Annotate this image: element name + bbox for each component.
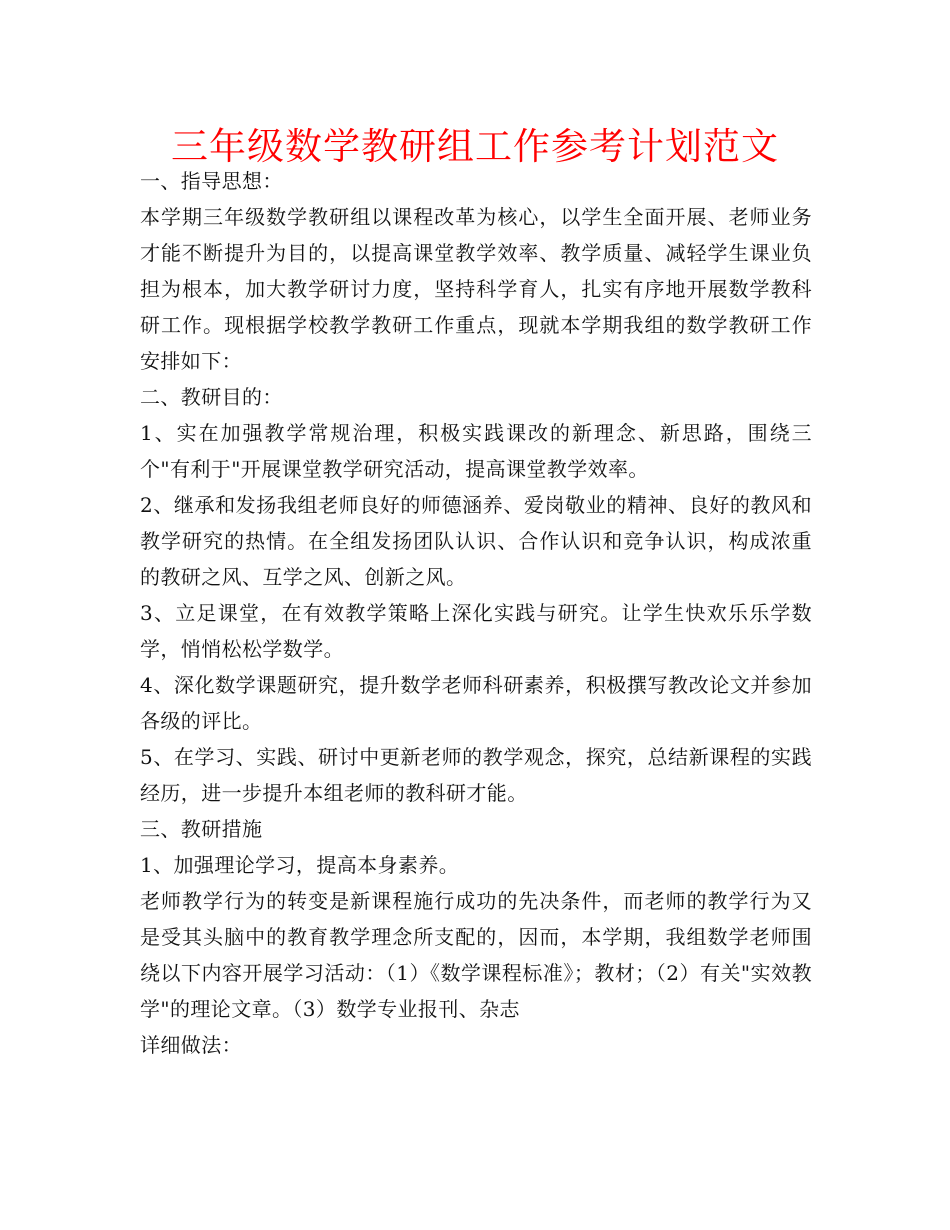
paragraph-measure-1-detail: 老师教学行为的转变是新课程施行成功的先决条件，而老师的教学行为又是受其头脑中的教育教学理念所支配的，因而，本学期，我组数学老师围绕以下内容开展学习活动：（1）《数学课程标准》；教材；（2）有关"实效教学"的理论文章。（3）数学专业报刊、杂志 (140, 889, 812, 1021)
document-title: 三年级数学教研组工作参考计划范文 (171, 125, 779, 168)
goal-item-2: 2、继承和发扬我组老师良好的师德涵养、爱岗敬业的精神、良好的教风和教学研究的热情。在全组发扬团队认识、合作认识和竞争认识，构成浓重的教研之风、互学之风、创新之风。 (140, 493, 812, 589)
goal-item-5: 5、在学习、实践、研讨中更新老师的教学观念，探究，总结新课程的实践经历，进一步提升本组老师的教科研才能。 (140, 745, 812, 805)
section-heading-measures: 三、教研措施 (140, 817, 263, 841)
measure-item-1: 1、加强理论学习，提高本身素养。 (140, 853, 460, 877)
goal-item-4: 4、深化数学课题研究，提升数学老师科研素养，积极撰写教改论文并参加各级的评比。 (140, 673, 812, 733)
section-heading-guiding-thought: 一、指导思想： (140, 169, 283, 193)
section-heading-research-goals: 二、教研目的： (140, 385, 283, 409)
document-body (140, 163, 812, 1063)
goal-item-3: 3、立足课堂，在有效教学策略上深化实践与研究。让学生快欢乐乐学数学，悄悄松松学数学。 (140, 601, 812, 661)
paragraph-guiding-thought: 本学期三年级数学教研组以课程改革为核心，以学生全面开展、老师业务才能不断提升为目的，以提高课堂教学效率、教学质量、减轻学生课业负担为根本，加大教学研讨力度，坚持科学育人，扎实有序地开展数学教科研工作。现根据学校教学教研工作重点，现就本学期我组的数学教研工作安排如下： (140, 205, 812, 373)
goal-item-1: 1、实在加强教学常规治理，积极实践课改的新理念、新思路，围绕三个"有利于"开展课堂教学研究活动，提高课堂教学效率。 (140, 421, 812, 481)
paragraph-detailed-practice: 详细做法： (140, 1033, 242, 1057)
